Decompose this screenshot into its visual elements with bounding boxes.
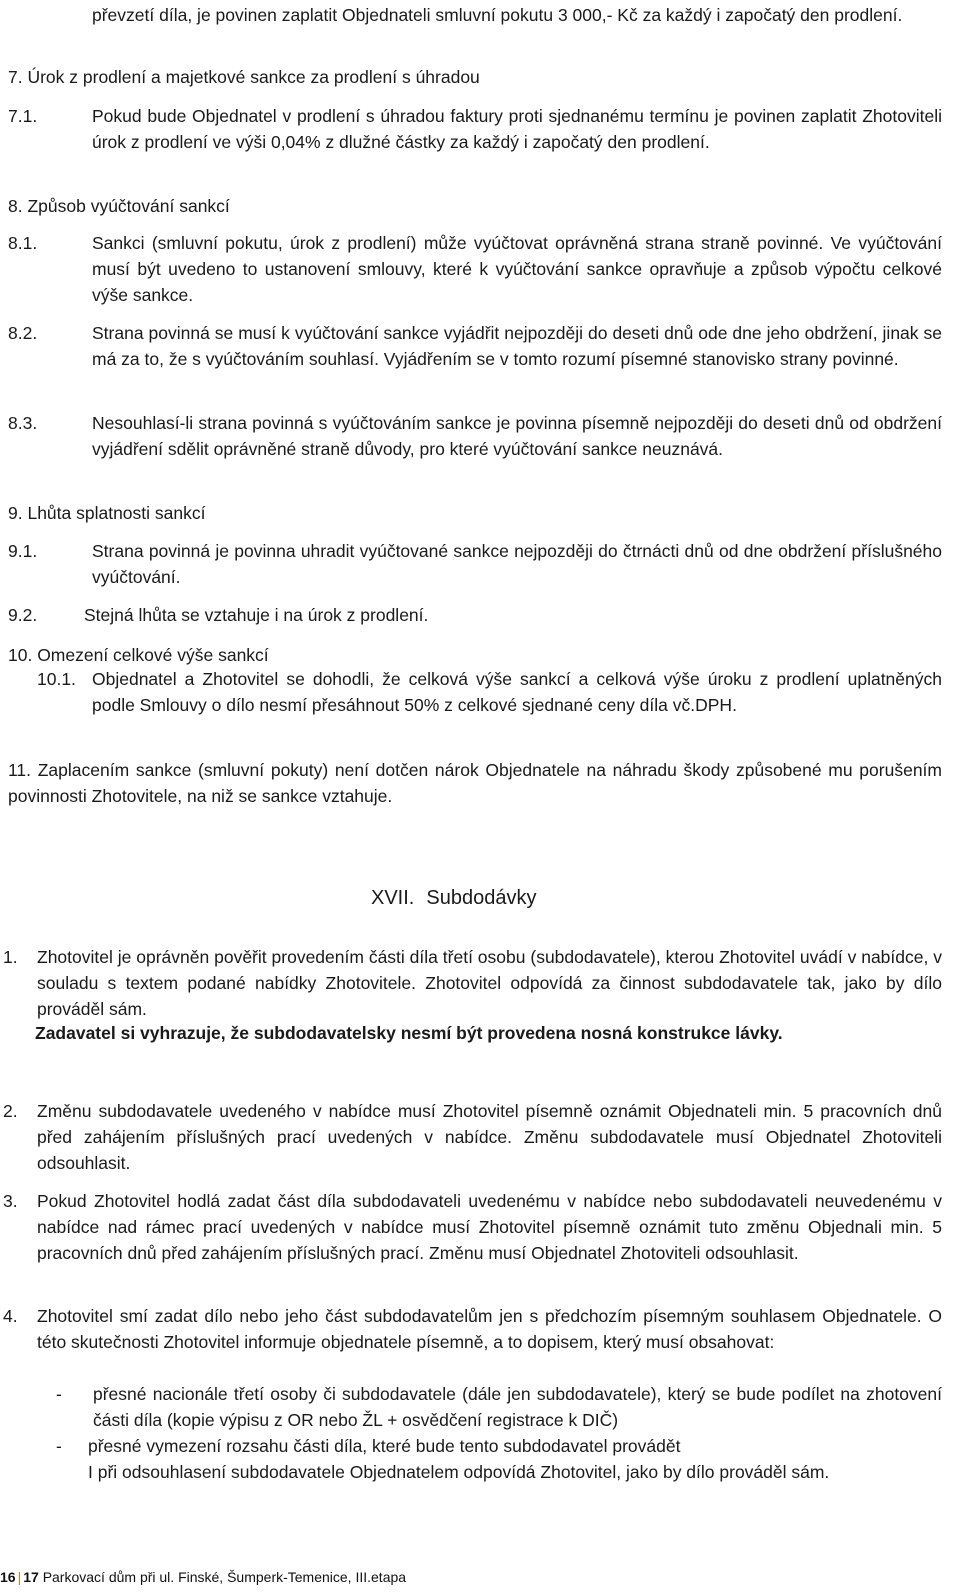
section-10-heading: 10. Omezení celkové výše sankcí — [8, 645, 269, 665]
subcontract-point-1-note: Zadavatel si vyhrazuje, že subdodavatelsky nesmí být provedena nosná konstrukce lávky. — [35, 1023, 783, 1043]
section-7-heading: 7. Úrok z prodlení a majetkové sankce za prodlení s úhradou — [8, 67, 480, 87]
clause-8-3: 8.3. Nesouhlasí-li strana povinná s vyúčtováním sankce je povinna písemně nejpozději do deseti dnů od obdržení vyjádření sdělit oprávněné straně důvody, pro které vyúčtování sankce neuznává. — [8, 410, 942, 462]
section-roman-numeral: XVII. — [371, 887, 415, 909]
section-9-heading: 9. Lhůta splatnosti sankcí — [8, 503, 206, 523]
section-xvii-heading — [371, 884, 536, 912]
clause-number: 8.3. — [8, 413, 38, 433]
paragraph-penalty-tail: převzetí díla, je povinen zaplatit Objednateli smluvní pokutu 3 000,- Kč za každý i započatý den prodlení. — [92, 5, 903, 25]
dash-bullet: - — [56, 1436, 62, 1456]
subcontract-point-1: 1. Zhotovitel je oprávněn pověřit provedením části díla třetí osobu (subdodavatele), kterou Zhotovitel uvádí v nabídce, v souladu s textem podané nabídky Zhotovitele. Zhotovitel odpovídá za činnost subdodavatele tak, jako by dílo prováděl sám. — [3, 944, 942, 1022]
clause-8-2: 8.2. Strana povinná se musí k vyúčtování sankce vyjádřit nejpozději do deseti dnů ode dne jeho obdržení, jinak se má za to, že s vyúčtováním souhlasí. Vyjádřením se v tomto rozumí písemné stanovisko strany povinné. — [8, 320, 942, 372]
clause-10-1: 10.1. Objednatel a Zhotovitel se dohodli, že celková výše sankcí a celková výše úroku z prodlení uplatněných podle Smlouvy o dílo nesmí přesáhnout 50% z celkové sjednané ceny díla vč.DPH. — [37, 666, 942, 718]
clause-number: 7.1. — [8, 106, 38, 126]
subcontract-point-2: 2. Změnu subdodavatele uvedeného v nabídce musí Zhotovitel písemně oznámit Objednateli min. 5 pracovních dnů před zahájením příslušných prací uvedených v nabídce. Změnu subdodavatele musí Objednatel Zhotoviteli odsouhlasit. — [3, 1098, 942, 1176]
clause-number: 11. — [8, 760, 32, 780]
point-number: 2. — [3, 1101, 18, 1121]
clause-number: 8.1. — [8, 233, 38, 253]
section-title: Subdodávky — [426, 887, 537, 909]
dash-bullet: - — [56, 1384, 62, 1404]
clause-number: 9.2. — [8, 605, 38, 625]
clause-number: 8.2. — [8, 323, 38, 343]
list-item: - přesné nacionále třetí osoby či subdodavatele (dále jen subdodavatele), který se bude podílet na zhotovení části díla (kopie výpisu z OR nebo ŽL + osvědčení registrace k DIČ) — [56, 1381, 942, 1433]
list-item: - přesné vymezení rozsahu části díla, které bude tento subdodavatel provádět — [56, 1433, 942, 1459]
point-number: 1. — [3, 947, 18, 967]
subcontract-point-5: I při odsouhlasení subdodavatele Objednatelem odpovídá Zhotovitel, jako by dílo prováděl sám. — [88, 1462, 830, 1482]
clause-9-1: 9.1. Strana povinná je povinna uhradit vyúčtované sankce nejpozději do čtrnácti dnů od dne obdržení příslušného vyúčtování. — [8, 538, 942, 590]
subcontract-point-3: 3. Pokud Zhotovitel hodlá zadat část díla subdodavateli uvedenému v nabídce nebo subdodavateli neuvedenému v nabídce nad rámec prací uvedených v nabídce musí Zhotovitel písemně oznámit tuto změnu Objednali min. 5 pracovních dnů před zahájením příslušných prací. Změnu musí Objednatel Zhotoviteli odsouhlasit. — [3, 1188, 942, 1266]
section-8-heading: 8. Způsob vyúčtování sankcí — [8, 196, 230, 216]
clause-11: 11. Zaplacením sankce (smluvní pokuty) není dotčen nárok Objednatele na náhradu škody způsobené mu porušením povinnosti Zhotovitele, na niž se sankce vztahuje. — [8, 760, 942, 806]
page-number: 16 — [0, 1569, 16, 1585]
footer-title: Parkovací dům při ul. Finské, Šumperk-Temenice, III.etapa — [42, 1569, 407, 1585]
clause-7-1: 7.1. Pokud bude Objednatel v prodlení s úhradou faktury proti sjednanému termínu je povinen zaplatit Zhotoviteli úrok z prodlení ve výši 0,04% z dlužné částky za každý i započatý den prodlení. — [8, 103, 942, 155]
clause-number: 9.1. — [8, 541, 38, 561]
footer-separator: | — [17, 1569, 22, 1585]
point-number: 4. — [3, 1306, 18, 1326]
point-number: 3. — [3, 1191, 18, 1211]
subcontract-point-4: 4. Zhotovitel smí zadat dílo nebo jeho část subdodavatelům jen s předchozím písemným souhlasem Objednatele. O této skutečnosti Zhotovitel informuje objednatele písemně, a to dopisem, který musí obsahovat: — [3, 1303, 942, 1355]
clause-9-2: 9.2. Stejná lhůta se vztahuje i na úrok z prodlení. — [8, 602, 942, 628]
clause-number: 10.1. — [37, 669, 76, 689]
page-total: 17 — [23, 1569, 39, 1585]
page-footer — [0, 1568, 406, 1586]
clause-8-1: 8.1. Sankci (smluvní pokutu, úrok z prodlení) může vyúčtovat oprávněná strana straně povinné. Ve vyúčtování musí být uvedeno to ustanovení smlouvy, které k vyúčtování sankce opravňuje a způsob výpočtu celkové výše sankce. — [8, 230, 942, 308]
